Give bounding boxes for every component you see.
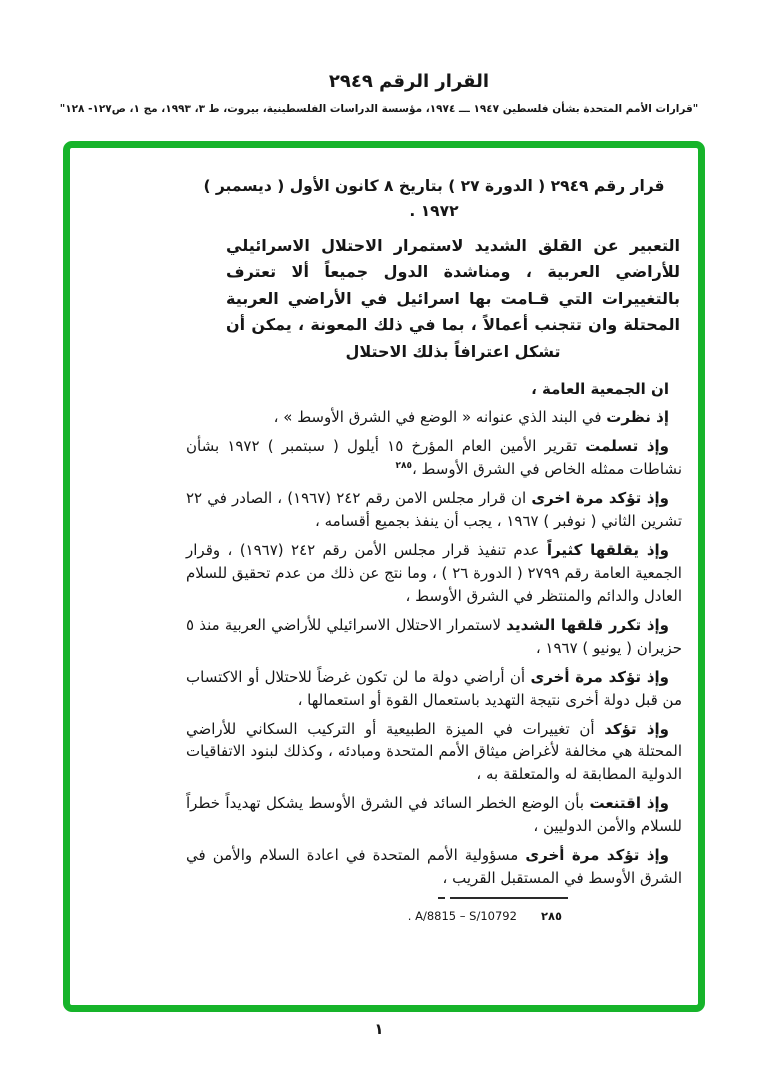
resolution-heading — [186, 174, 682, 224]
paragraph-lead: وإذ تكرر قلقها الشديد — [506, 615, 669, 634]
paragraph-lead: إذ نظرت — [606, 408, 669, 427]
footnote-document-symbols: A/8815 – S/10792 — [415, 909, 517, 923]
preamble-paragraph — [186, 435, 682, 481]
preamble-paragraph — [186, 718, 682, 787]
page-number: ١ — [374, 1020, 384, 1038]
paragraph-text: أن أراضي دولة ما لن تكون غرضاً للاحتلال أو الاكتساب من قبل دولة أخرى نتيجة التهديد باستعمال القوة أو استعمالها ، — [186, 667, 682, 709]
footnote-trailing-period: . — [407, 909, 416, 923]
resolution-number-title: القرار الرقم ٢٩٤٩ — [328, 71, 490, 92]
paragraph-lead: وإذ تؤكد مرة اخرى — [531, 489, 670, 508]
preamble-paragraph — [186, 666, 682, 712]
resolution-frame — [63, 141, 705, 1012]
page-title — [0, 71, 758, 92]
paragraph-text: أن تغييرات في الميزة الطبيعية أو التركيب السكاني للأراضي المحتلة هي مخالفة لأغراض ميثاق الأمم المتحدة ومبادئه ، وكذلك لبنود الاتفاقيات الدولية المطابقة له والمتعلقة به ، — [186, 719, 682, 784]
preamble-paragraph — [186, 539, 682, 608]
footnote-divider-line — [450, 897, 568, 899]
paragraph-text: تقرير الأمين العام المؤرخ ١٥ أيلول ( سبتمبر ) ١٩٧٢ بشأن نشاطات ممثله الخاص في الشرق الأوسط ، — [186, 437, 682, 479]
footnote — [408, 909, 562, 923]
paragraph-text: عدم تنفيذ قرار مجلس الأمن رقم ٢٤٢ (١٩٦٧) ، وقرار الجمعية العامة رقم ٢٧٩٩ ( الدورة ٢٦ ) ، وما نتج عن ذلك من عدم تحقيق للسلام العادل والدائم والمنتظر في الشرق الأوسط ، — [186, 540, 682, 605]
paragraph-lead: وإذ يقلقها كثيراً — [546, 540, 669, 559]
paragraph-text: لاستمرار الاحتلال الاسرائيلي للأراضي العربية منذ ٥ حزيران ( يونيو ) ١٩٦٧ ، — [186, 615, 682, 657]
paragraph-lead: وإذ تؤكد مرة أخرى — [530, 667, 669, 686]
paragraph-lead: وإذ تسلمت — [585, 437, 669, 456]
footnote-reference-marker: ٢٨٥ — [395, 461, 412, 472]
preamble-paragraph — [186, 614, 682, 660]
paragraph-text: في البند الذي عنوانه « الوضع في الشرق الأوسط » ، — [273, 408, 607, 427]
paragraph-text: مسؤولية الأمم المتحدة في اعادة السلام والأمن في الشرق الأوسط في المستقبل القريب ، — [186, 846, 682, 888]
preamble-paragraph — [186, 792, 682, 838]
footnote-divider — [438, 897, 568, 899]
paragraph-lead: وإذ اقتنعت — [589, 794, 669, 813]
paragraph-lead: وإذ تؤكد مرة أخرى — [525, 846, 669, 865]
preamble-paragraph — [186, 487, 682, 533]
resolution-heading-line2: ١٩٧٢ . — [409, 201, 459, 220]
resolution-body — [70, 148, 698, 890]
assembly-opening: ان الجمعية العامة ، — [531, 380, 669, 399]
source-citation: "قرارات الأمم المتحدة بشأن فلسطين ١٩٤٧ ـــ ١٩٧٤، مؤسسة الدراسات الفلسطينية، بيروت، ط ٣، ١٩٩٣، مج ١، ص١٢٧- ١٢٨" — [59, 103, 699, 115]
preamble-paragraph — [186, 844, 682, 890]
footnote-divider-dash — [438, 897, 445, 899]
footnote-number: ٢٨٥ — [540, 909, 562, 923]
preamble-paragraph — [186, 406, 682, 429]
resolution-summary: التعبير عن القلق الشديد لاستمرار الاحتلال الاسرائيلي للأراضي العربية ، ومناشدة الدول جميعاً ألا تعترف بالتغييرات التي قـامت بها اسرائيل في الأراضي العربية المحتلة وان تتجنب أعمالاً ، بما في ذلك المعونة ، يمكن أن تشكل اعترافاً بذلك الاحتلال — [226, 235, 680, 361]
resolution-heading-line1: قرار رقم ٢٩٤٩ ( الدورة ٢٧ ) بتاريخ ٨ كانون الأول ( ديسمبر ) — [203, 177, 665, 195]
paragraph-text: بأن الوضع الخطر السائد في الشرق الأوسط يشكل تهديداً خطراً للسلام والأمن الدوليين ، — [186, 794, 682, 836]
paragraph-text: ان قرار مجلس الامن رقم ٢٤٢ (١٩٦٧) ، الصادر في ٢٢ تشرين الثاني ( نوفبر ) ١٩٦٧ ، يجب أن ينفذ بجميع أقسامه ، — [186, 489, 682, 531]
paragraph-lead: وإذ تؤكد — [604, 719, 669, 738]
